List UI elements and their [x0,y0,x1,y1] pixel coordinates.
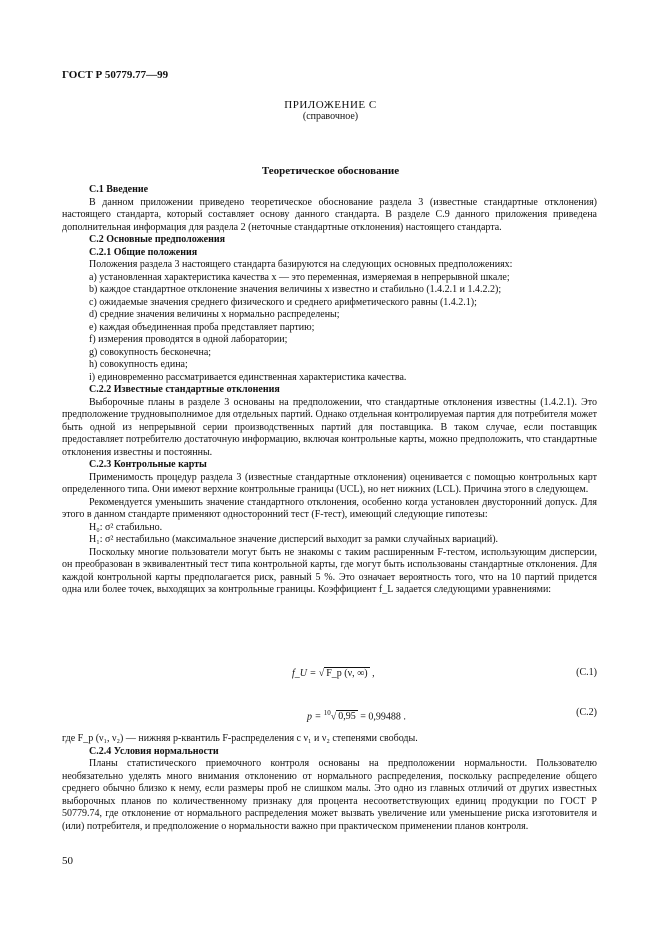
assumption-item: b) каждое стандартное отклонение значения величины x известно и стабильно (1.4.2.1 и 1.4.2.2); [89,284,502,295]
hypothesis-h0: H₀: σ² стабильно. [89,521,163,533]
c1-text: В данном приложении приведено теоретическое обоснование раздела 3 (известные стандартные отклонения) настоящего стандарта, который составляет основу данного стандарта. В разделе С.9 данного приложения приведена дополнительная информация для раздела 2 (неточные стандартные отклонения) настоящего стандарта. [62,196,597,233]
appendix-subtitle: (справочное) [302,111,359,122]
assumption-item: h) совокупность едина; [89,359,188,370]
eq2-number: (С.2) [576,707,597,718]
c21-intro: Положения раздела 3 настоящего стандарта базируются на следующих основных предположениях: [89,259,513,270]
eq1-number: (С.1) [576,667,597,678]
c23-paragraph-1: Применимость процедур раздела 3 (известные стандартные отклонения) оценивается с помощью контрольных карт определенного типа. Они имеют верхние контрольные границы (UCL), но нет нижних (LCL). Причина этого в следующем. [62,471,597,495]
c1-heading: С.1 Введение [89,184,149,195]
assumption-item: a) установленная характеристика качества x — это переменная, измеряемая в непрерывной шкале; [89,271,510,283]
eq1-tail: , [372,668,375,679]
c24-text: Планы статистического приемочного контроля основаны на предположении нормальности. Пользователю необязательно уделять много внимания отклонению от нормального распределения, поскольку распределение общего среднего обычно близко к нему, если размеры проб не слишком малы. Это одно из главных отличий от других известных выборочных планов по количественному признаку для процента несоответствующих единиц продукции по ГОСТ Р 50779.74, где отклонение от нормального распределения может вызвать увеличение или уменьшение риска изготовителя и (или) потребителя, и предположение о нормальности важно при практическом применении планов контроля. [62,758,597,832]
assumption-item: c) ожидаемые значения среднего физического и среднего арифметического равны (1.4.2.1); [89,296,477,308]
page-number: 50 [62,855,73,867]
where-text: где F_p (ν₁, ν₂) — нижняя p-квантиль F-распределения с ν₁ и ν₂ степенями свободы. [62,733,418,744]
eq1-lhs: f_U = [292,668,317,679]
assumption-item: f) измерения проводятся в одной лаборатории; [89,334,288,345]
c2-heading: С.2 Основные предположения [89,234,226,245]
c23-heading: С.2.3 Контрольные карты [89,459,207,470]
c24-heading: С.2.4 Условия нормальности [89,745,219,757]
eq2-radicand: 0,95 [338,711,356,723]
appendix-title: ПРИЛОЖЕНИЕ С [284,99,377,111]
assumption-item: d) средние значения величины x нормально распределены; [89,309,340,320]
hypothesis-h1: H₁: σ² нестабильно (максимальное значение дисперсий выходит за рамки случайных вариаций). [89,534,499,545]
eq2-lhs: p = [307,711,322,723]
eq1-radicand: F_p (ν, ∞) [326,668,368,679]
c22-heading: С.2.2 Известные стандартные отклонения [89,384,280,395]
assumption-item: g) совокупность бесконечна; [89,346,212,358]
equation-c2: p = $^{10}$√ 0,95 = 0,99488 . (С.2) [307,707,597,723]
assumption-item: e) каждая объединенная проба представляет партию; [89,321,315,333]
c22-text: Выборочные планы в разделе 3 основаны на предположении, что стандартные отклонения известны (1.4.2.1). Это предположение трудновыполнимое для отдельных партий. Однако отдельная контролируемая партия для потребителя может быть одной из непрерывной серии производственных партий для поставщика. В таком случае, если поставщик предоставляет потребителю достаточную информацию, включая контрольные карты, можно предположить, что стандартные отклонения известны и постоянны. [62,396,597,458]
assumption-list [62,272,597,385]
equation-c1: f_U = √ F_p (ν, ∞) , (С.1) [292,667,597,679]
body-block-tail [62,733,597,833]
c21-heading: С.2.1 Общие положения [89,246,198,258]
section-title: Теоретическое обоснование [261,165,400,177]
body-block-main [62,184,597,597]
eq2-rhs: = 0,99488 . [360,711,406,723]
eq2-root-index: 10 [323,709,331,717]
c23-paragraph-2: Рекомендуется уменьшить значение стандартного отклонения, особенно когда установлен двусторонний допуск. Для этого в данном стандарте применяют односторонний тест (F-тест), имеющий следующие гипотезы: [62,496,597,520]
document-header: ГОСТ Р 50779.77—99 [62,69,169,81]
c23-paragraph-3: Поскольку многие пользователи могут быть не знакомы с таким расширенным F-тестом, использующим дисперсии, он преобразован в эквивалентный тест типа контрольной карты, где могут быть использованы стандартные отклонения. Для каждой контрольной карты предполагается риск, равный 5 %. Это означает вероятность того, что на 10 партий придется одна или более точек, выходящих за контрольные границы. Коэффициент f_L задается следующими уравнениями: [62,546,597,595]
assumption-item: i) единовременно рассматривается единственная характеристика качества. [89,371,407,383]
